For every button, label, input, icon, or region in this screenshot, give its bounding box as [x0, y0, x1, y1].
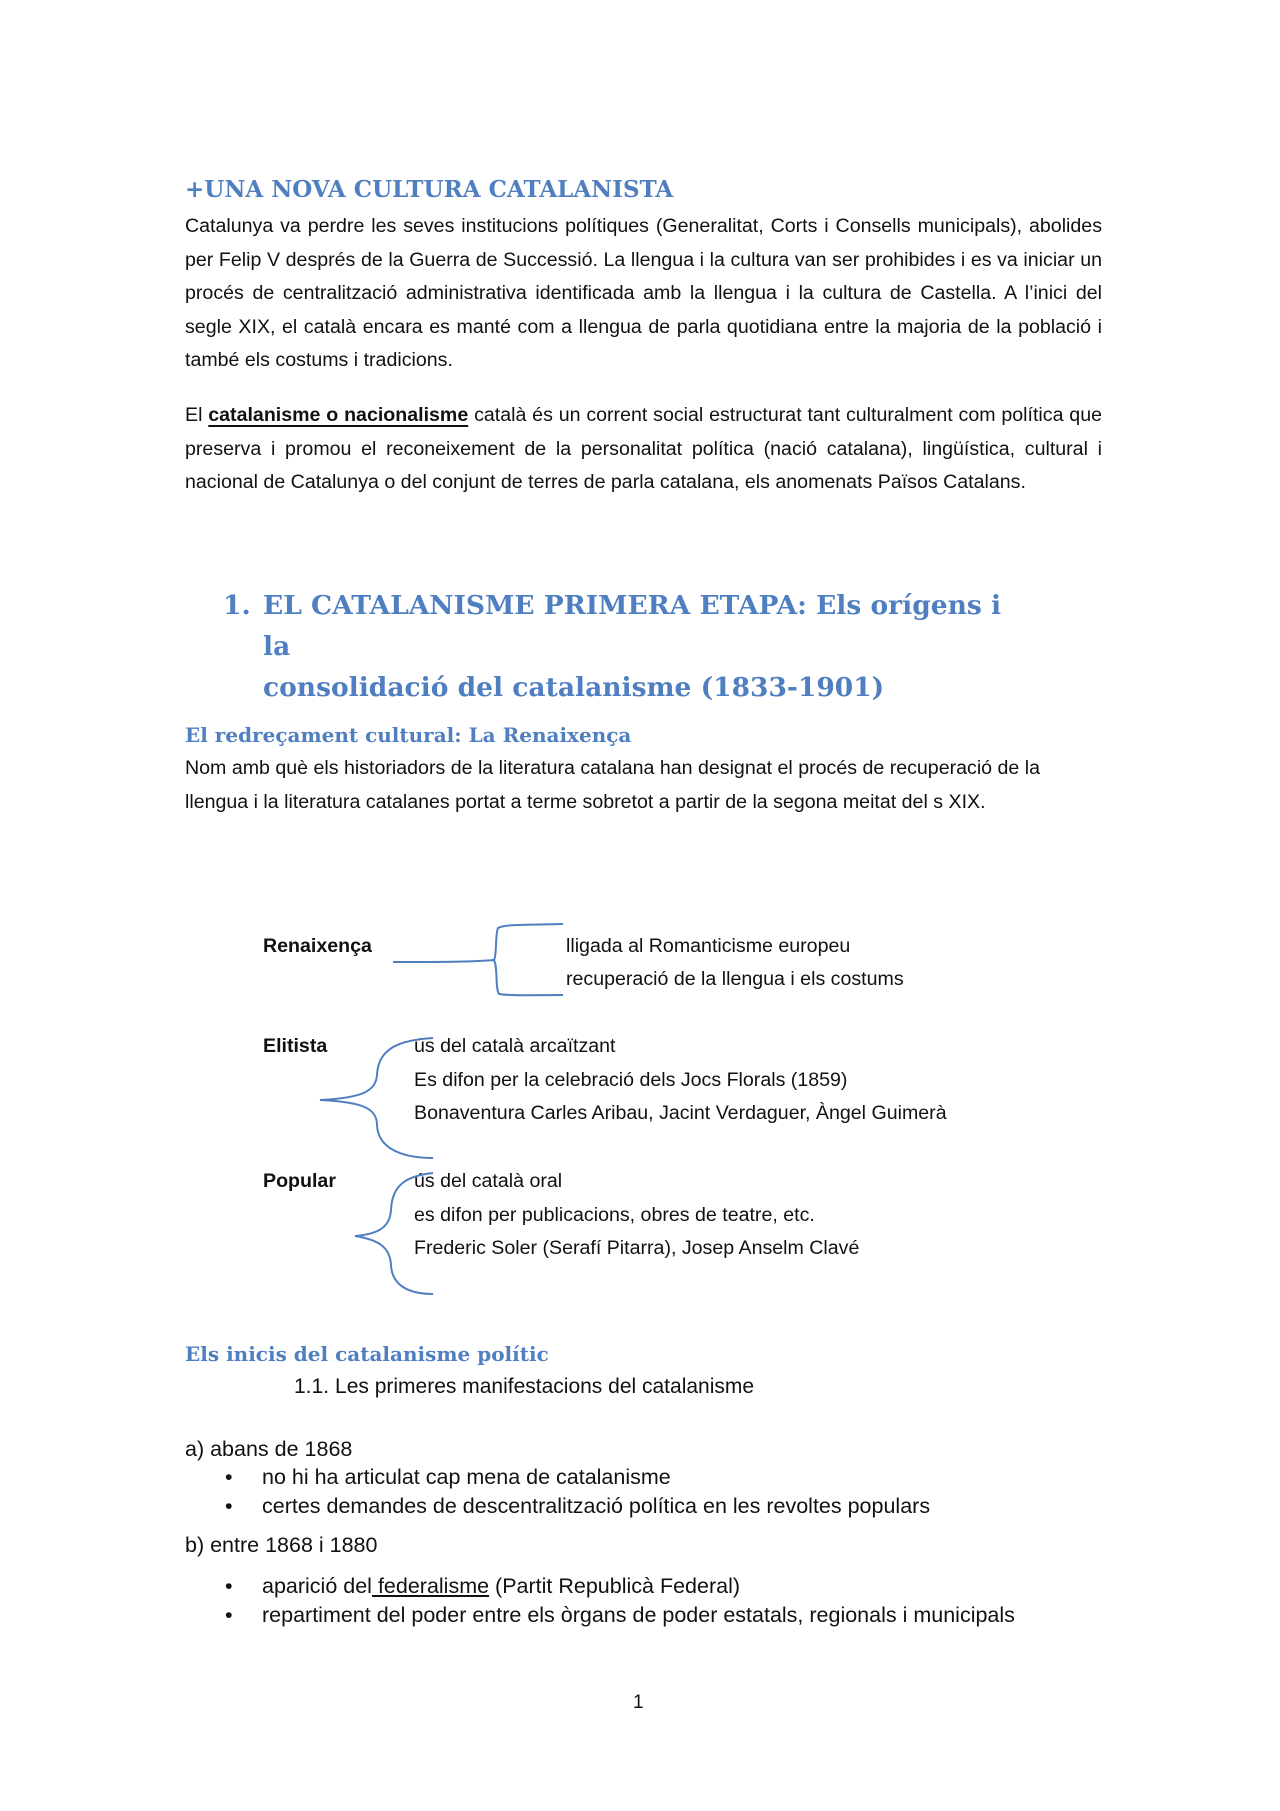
catalanisme-term: catalanisme o nacionalisme: [208, 404, 469, 426]
politic-heading: Els inicis del catalanisme polític: [185, 1342, 549, 1366]
elitista-item: Es difon per la celebració dels Jocs Florals (1859): [414, 1069, 848, 1091]
bullet-icon: •: [225, 1603, 233, 1627]
renaixenca-brace: [393, 924, 563, 995]
popular-item: es difon per publicacions, obres de teatre, etc.: [414, 1204, 815, 1226]
heading-1-line1: EL CATALANISME PRIMERA ETAPA: Els orígens i la: [263, 590, 1002, 662]
elitista-label: Elitista: [263, 1035, 328, 1057]
subsection-text: Les primeres manifestacions del catalanisme: [335, 1375, 755, 1398]
subsection-title: [294, 1375, 754, 1399]
renaixenca-heading: El redreçament cultural: La Renaixença: [185, 723, 632, 747]
bullet-icon: •: [225, 1494, 233, 1518]
elitista-item: ús del català arcaïtzant: [414, 1035, 616, 1057]
intro-paragraph: Catalunya va perdre les seves institucions polítiques (Generalitat, Corts i Consells municipals), abolides per Felip V després de la Guerra de Successió. La llengua i la cultura van ser prohibides i es va iniciar un procés de centralització administrativa identificada amb la llengua i la cultura de Castella. A l’inici del segle XIX, el català encara es manté com a llengua de parla quotidiana entre la majoria de la població i també els costums i tradicions.: [185, 215, 1102, 371]
renaixenca-label: Renaixença: [263, 935, 372, 957]
document-page: +UNA NOVA CULTURA CATALANISTA Catalunya va perdre les seves institucions polítiques (Generalitat, Corts i Consells municipals), abolides per Felip V després de la Guerra de Successió. La llengua i la cultura van ser prohibides i es va iniciar un procés de centralització administrativa identificada amb la llengua i la cultura de Castella. A l’inici del segle XIX, el català encara es manté com a llengua de parla quotidiana entre la majoria de la població i també els costums i tradicions. El catalanisme o nacionalisme català és un corrent social estructurat tant culturalment com política que preserva i promou el reconeixement de la personalitat política (nació catalana), lingüística, cultural i nacional de Catalunya o del conjunt de terres de parla catalana, els anomenats Països Catalans. 1. EL CATALANISME PRIMERA ETAPA: Els orígens i la consolidació del catalanisme (1833-1901) El redreçament cultural: La Renaixença Nom amb què els historiadors de la literatura catalana han designat el procés de recuperació de la llengua i la literatura catalanes portat a terme sobretot a partir de la segona meitat del s XIX. Renaixença lligada al Romanticisme europeu recuperació de la llengua i els costums Elitista ús del català arcaïtzant Es difon per la celebració dels Jocs Florals (1859) Bonaventura Carles Aribau, Jacint Verdaguer, Àngel Guimerà Popular ús del català oral es difon per publicacions, obres de teatre, etc. Frederic Soler (Serafí Pitarra), Josep Anselm Clavé Els inicis del catalanisme polític 1.1. Les primeres manifestacions del catalanisme a) abans de 1868 • no hi ha articulat cap mena de catalanisme • certes demandes de descentralització política en les revoltes populars b) entre 1868 i 1880 • aparició del federalisme (Partit Republicà Federal) • repartiment del poder entre els òrgans de poder estatals, regionals i municipals 1: [0, 0, 1280, 1811]
bullet-icon: •: [225, 1574, 233, 1598]
renaixenca-item: recuperació de la llengua i els costums: [566, 968, 904, 990]
para2-rest: català és un corrent social estructurat tant culturalment com política que preserva i promou el reconeixement de la personalitat política (nació catalana), lingüística, cultural i nacional de Catalunya o del conjunt de terres de parla catalana, els anomenats Països Catalans.: [185, 404, 1102, 493]
a-label: a) abans de 1868: [185, 1437, 353, 1461]
popular-item: Frederic Soler (Serafí Pitarra), Josep Anselm Clavé: [414, 1237, 860, 1259]
b-label: b) entre 1868 i 1880: [185, 1533, 378, 1557]
heading-1-number: 1.: [223, 590, 251, 621]
renaixenca-paragraph: Nom amb què els historiadors de la literatura catalana han designat el procés de recuperació de la llengua i la literatura catalanes portat a terme sobretot a partir de la segona meitat del s XIX.: [185, 757, 1041, 813]
bullet-icon: •: [225, 1465, 233, 1489]
renaixenca-item: lligada al Romanticisme europeu: [566, 935, 851, 957]
elitista-brace: [320, 1038, 433, 1158]
elitista-item: Bonaventura Carles Aribau, Jacint Verdaguer, Àngel Guimerà: [414, 1102, 947, 1124]
subsection-number: 1.1.: [294, 1375, 330, 1398]
page-number: 1: [633, 1692, 644, 1713]
heading-1-line2: consolidació del catalanisme (1833-1901): [263, 672, 885, 703]
popular-brace: [355, 1173, 433, 1294]
section-title: +UNA NOVA CULTURA CATALANISTA: [185, 176, 674, 203]
popular-label: Popular: [263, 1170, 336, 1192]
para2-start: El: [185, 404, 209, 426]
federalisme-term: federalisme: [371, 1574, 490, 1598]
popular-item: ús del català oral: [414, 1170, 563, 1192]
